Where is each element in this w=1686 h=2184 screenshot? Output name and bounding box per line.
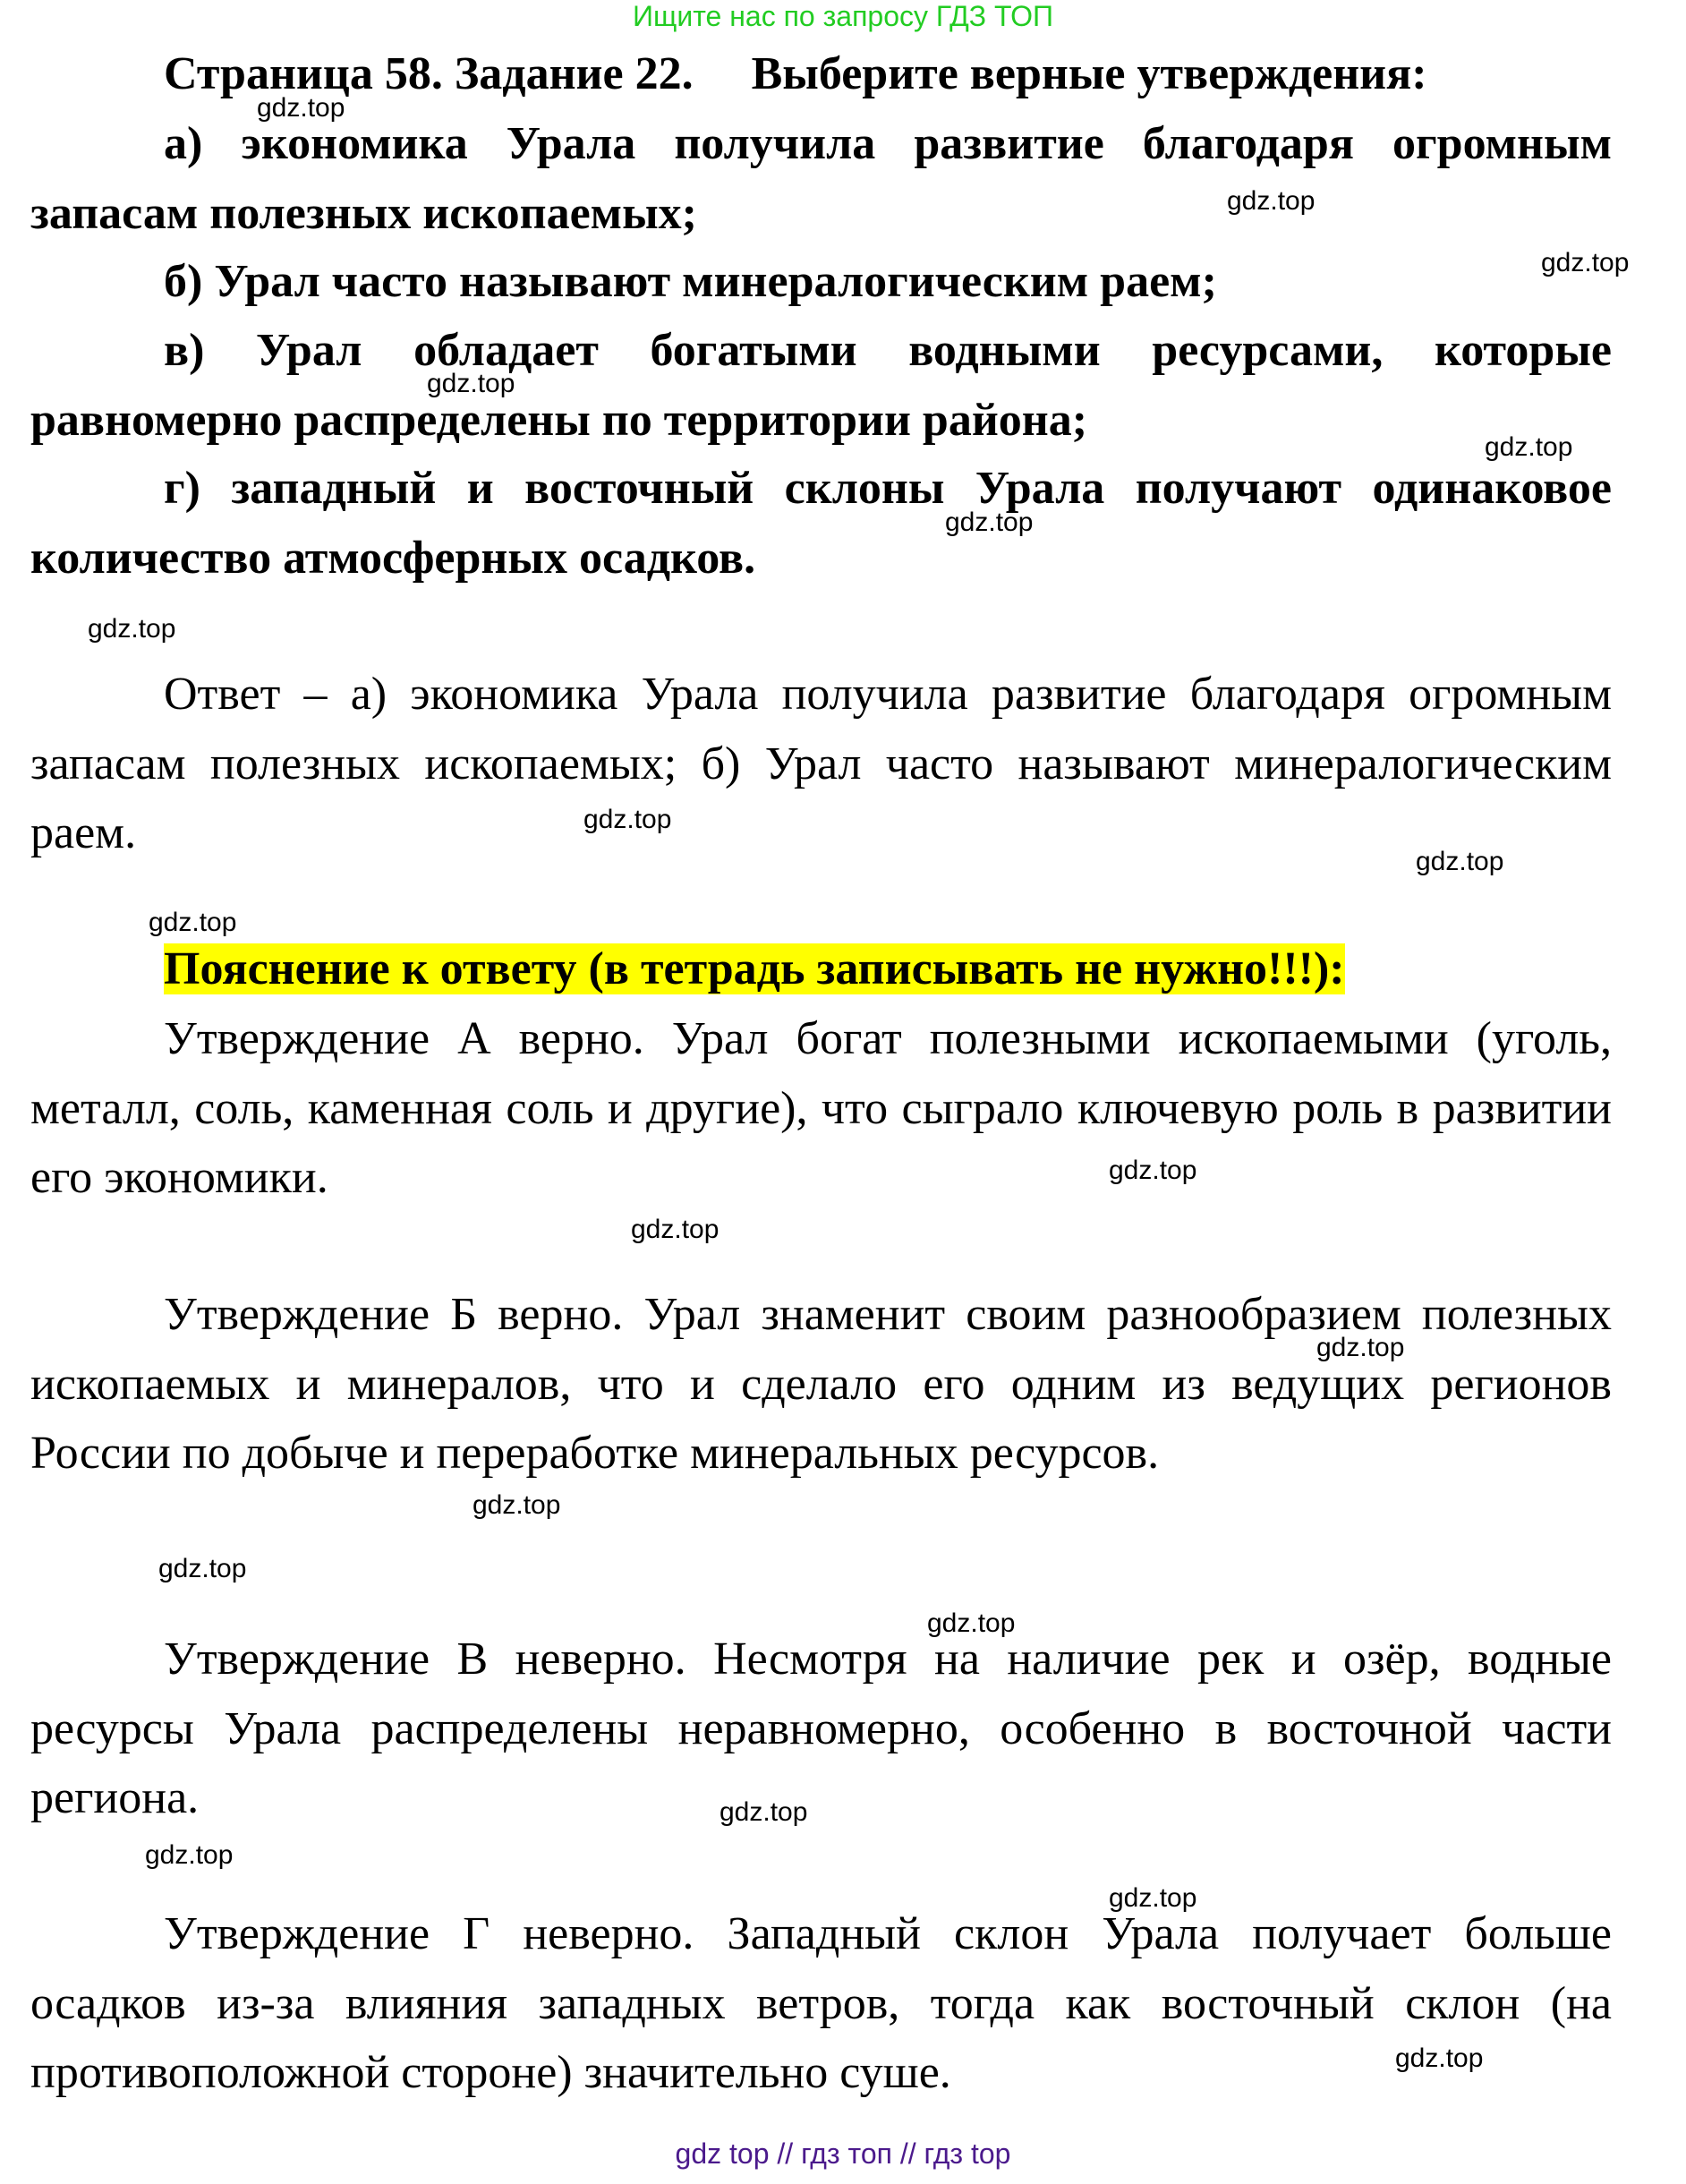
- watermark: gdz.top: [427, 369, 515, 398]
- watermark: gdz.top: [583, 805, 672, 834]
- footer-link-gdz-top-ru[interactable]: гдз топ: [801, 2137, 892, 2170]
- footer-link-gdz-top[interactable]: gdz top: [675, 2137, 770, 2170]
- task-title: Страница 58. Задание 22. Выберите верные утверждения:: [164, 48, 1427, 99]
- search-promo-link[interactable]: Ищите нас по запросу ГДЗ ТОП: [633, 0, 1053, 32]
- watermark: gdz.top: [158, 1554, 247, 1583]
- watermark: gdz.top: [1109, 1883, 1197, 1913]
- statement-d: г) западный и восточный склоны Урала получают одинаковое количество атмосферных осадков.: [30, 463, 1612, 584]
- explanation-d: Утверждение Г неверно. Западный склон Урала получает больше осадков из-за влияния западных ветров, тогда как восточный склон (на противоположной стороне) значительно суше.: [30, 1908, 1612, 2098]
- footer-separator: //: [899, 2137, 916, 2170]
- watermark: gdz.top: [1395, 2043, 1484, 2073]
- watermark: gdz.top: [945, 508, 1034, 537]
- watermark: gdz.top: [1485, 432, 1573, 462]
- watermark: gdz.top: [1109, 1156, 1197, 1185]
- footer-link-gdz-top-mixed[interactable]: гдз top: [924, 2137, 1011, 2170]
- watermark: gdz.top: [1227, 186, 1316, 216]
- statement-b: б) Урал часто называют минералогическим раем;: [164, 256, 1217, 307]
- watermark: gdz.top: [927, 1608, 1016, 1638]
- watermark: gdz.top: [1541, 248, 1630, 277]
- answer-text: Ответ – а) экономика Урала получила развитие благодаря огромным запасам полезных ископаемых; б) Урал часто называют минералогическим раем.: [30, 669, 1612, 858]
- watermark: gdz.top: [1416, 847, 1504, 876]
- statement-c: в) Урал обладает богатыми водными ресурсами, которые равномерно распределены по территории района;: [30, 325, 1612, 446]
- watermark: gdz.top: [473, 1490, 561, 1520]
- watermark: gdz.top: [145, 1840, 234, 1870]
- explanation-a: Утверждение А верно. Урал богат полезными ископаемыми (уголь, металл, соль, каменная соль и другие), что сыграло ключевую роль в развитии его экономики.: [30, 1013, 1612, 1203]
- footer-separator: //: [777, 2137, 794, 2170]
- watermark: gdz.top: [631, 1215, 720, 1244]
- footer-links: [0, 2137, 1686, 2171]
- watermark: gdz.top: [257, 93, 345, 123]
- explanation-c: Утверждение В неверно. Несмотря на наличие рек и озёр, водные ресурсы Урала распределены неравномерно, особенно в восточной части региона.: [30, 1634, 1612, 1823]
- watermark: gdz.top: [1316, 1333, 1405, 1362]
- explanation-heading: [30, 934, 1612, 1004]
- watermark: gdz.top: [720, 1797, 808, 1827]
- explanation-heading-text: Пояснение к ответу (в тетрадь записывать не нужно!!!):: [164, 943, 1345, 994]
- explanation-b: Утверждение Б верно. Урал знаменит своим разнообразием полезных ископаемых и минералов, что и сделало его одним из ведущих регионов России по добыче и переработке минеральных ресурсов.: [30, 1289, 1612, 1479]
- statement-a: а) экономика Урала получила развитие благодаря огромным запасам полезных ископаемых;: [30, 118, 1612, 239]
- watermark: gdz.top: [88, 614, 176, 644]
- watermark: gdz.top: [149, 908, 237, 937]
